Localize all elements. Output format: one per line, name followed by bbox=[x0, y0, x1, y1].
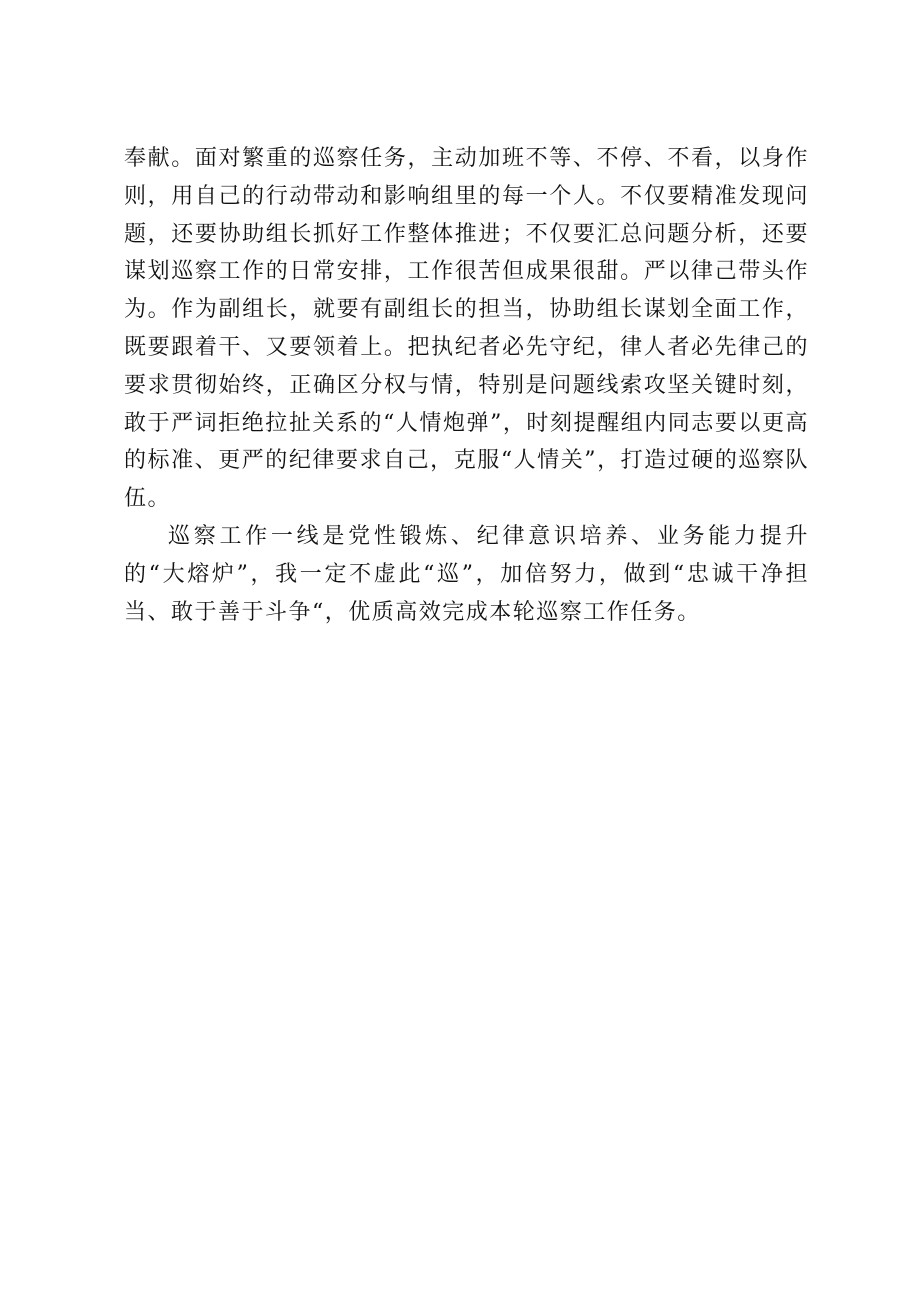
paragraph-continuation: 奉献。面对繁重的巡察任务，主动加班不等、不停、不看，以身作则，用自己的行动带动和影响组里的每一个人。不仅要精准发现问题，还要协助组长抓好工作整体推进；不仅要汇总问题分析，还要谋划巡察工作的日常安排，工作很苦但成果很甜。严以律己带头作为。作为副组长，就要有副组长的担当，协助组长谋划全面工作，既要跟着干、又要领着上。把执纪者必先守纪，律人者必先律己的要求贯彻始终，正确区分权与情，特别是问题线索攻坚关键时刻，敢于严词拒绝拉扯关系的“人情炮弹”，时刻提醒组内同志要以更高的标准、更严的纪律要求自己，克服“人情关”，打造过硬的巡察队伍。 bbox=[124, 146, 809, 512]
document-body bbox=[124, 140, 809, 631]
paragraph-conclusion: 巡察工作一线是党性锻炼、纪律意识培养、业务能力提升的“大熔炉”，我一定不虚此“巡”，加倍努力，做到“忠诚干净担当、敢于善于斗争“，优质高效完成本轮巡察工作任务。 bbox=[124, 523, 809, 625]
